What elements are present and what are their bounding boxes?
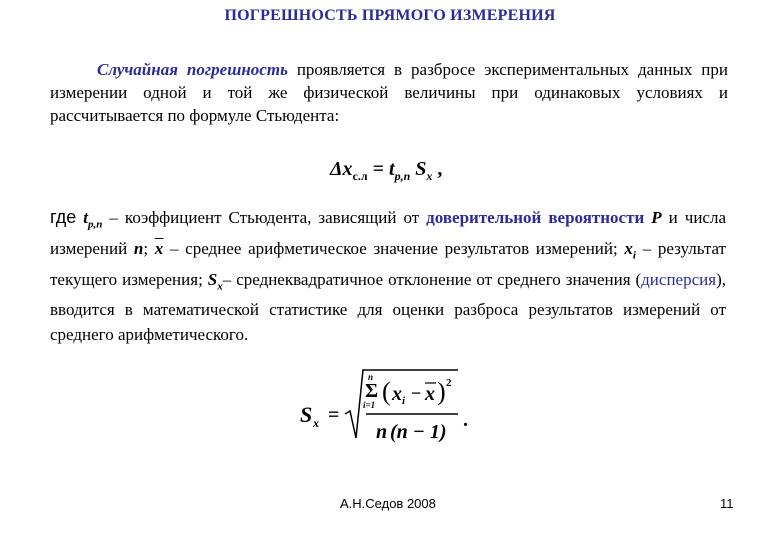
xi-symbol: $x_i$	[624, 238, 636, 262]
num-i: i	[402, 395, 406, 407]
std-deviation-formula	[298, 366, 488, 446]
def-text-6: – среднеквадратичное отклонение от среднего значения (	[222, 269, 642, 289]
formula2-lhs: S	[300, 402, 313, 427]
sum-lower: i=1	[363, 400, 376, 410]
sum-upper: n	[368, 372, 374, 382]
def-text-2: и числа измерений	[50, 208, 726, 258]
formula2-eq: =	[328, 404, 340, 426]
term-dispersion: дисперсия	[641, 269, 717, 289]
formula-t: t	[389, 158, 395, 180]
page-number: 11	[720, 496, 734, 511]
formula2-period: .	[463, 409, 468, 431]
intro-text: проявляется в разбросе экспериментальных данных при измерении одной и той же физической величины при одинаковых условиях и рассчитывается по формуле Стьюдента:	[50, 60, 728, 125]
def-text-7: ),	[716, 269, 726, 289]
slide-title: ПОГРЕШНОСТЬ ПРЯМОГО ИЗМЕРЕНИЯ	[224, 7, 556, 24]
formula-eq: =	[367, 158, 390, 180]
paren-left: (	[382, 377, 391, 406]
paren-right: )	[437, 377, 446, 406]
definition-paragraph	[50, 205, 726, 347]
formula-comma: ,	[432, 158, 443, 180]
formula-s-sub: x	[426, 169, 433, 183]
formula2-lhs-sub: x	[313, 416, 319, 430]
sx-symbol: $S_x$	[207, 269, 223, 292]
def-text-3: ;	[143, 238, 155, 258]
def-text-4: – среднее арифметическое значение результатов измерений;	[163, 238, 625, 258]
formula-delta-sub: с.л	[352, 169, 368, 183]
den-rest: (n − 1)	[390, 421, 447, 443]
t-symbol: $t_{p,n}$	[83, 208, 103, 231]
xbar-symbol: $\overline{x}$	[154, 238, 164, 258]
formula-t-sub: p,n	[394, 169, 411, 183]
num-square: 2	[446, 377, 452, 389]
den-n: n	[376, 421, 388, 443]
term-random-error: Случайная погрешность	[97, 60, 288, 79]
p-symbol: P	[651, 208, 662, 227]
student-formula	[330, 158, 442, 184]
num-minus: −	[411, 383, 422, 403]
formula-s: S	[410, 158, 427, 180]
num-x: x	[392, 383, 402, 405]
def-text-5: – результат текущего измерения;	[50, 238, 726, 289]
term-confidence-probability: доверительной вероятности	[426, 208, 645, 227]
intro-paragraph	[50, 58, 728, 127]
footer-author: А.Н.Седов 2008	[340, 496, 436, 511]
def-text-1: – коэффициент Стьюдента, зависящий от	[102, 208, 427, 227]
word-gde: где	[50, 207, 77, 227]
num-xbar: x	[425, 383, 435, 405]
sigma-symbol: Σ	[365, 380, 379, 402]
n-symbol: n	[133, 238, 144, 258]
formula-delta: Δx	[330, 158, 353, 180]
def-text-8: вводится в математической статистике для оценки разброса результатов измерений от среднего арифметического.	[50, 300, 726, 344]
